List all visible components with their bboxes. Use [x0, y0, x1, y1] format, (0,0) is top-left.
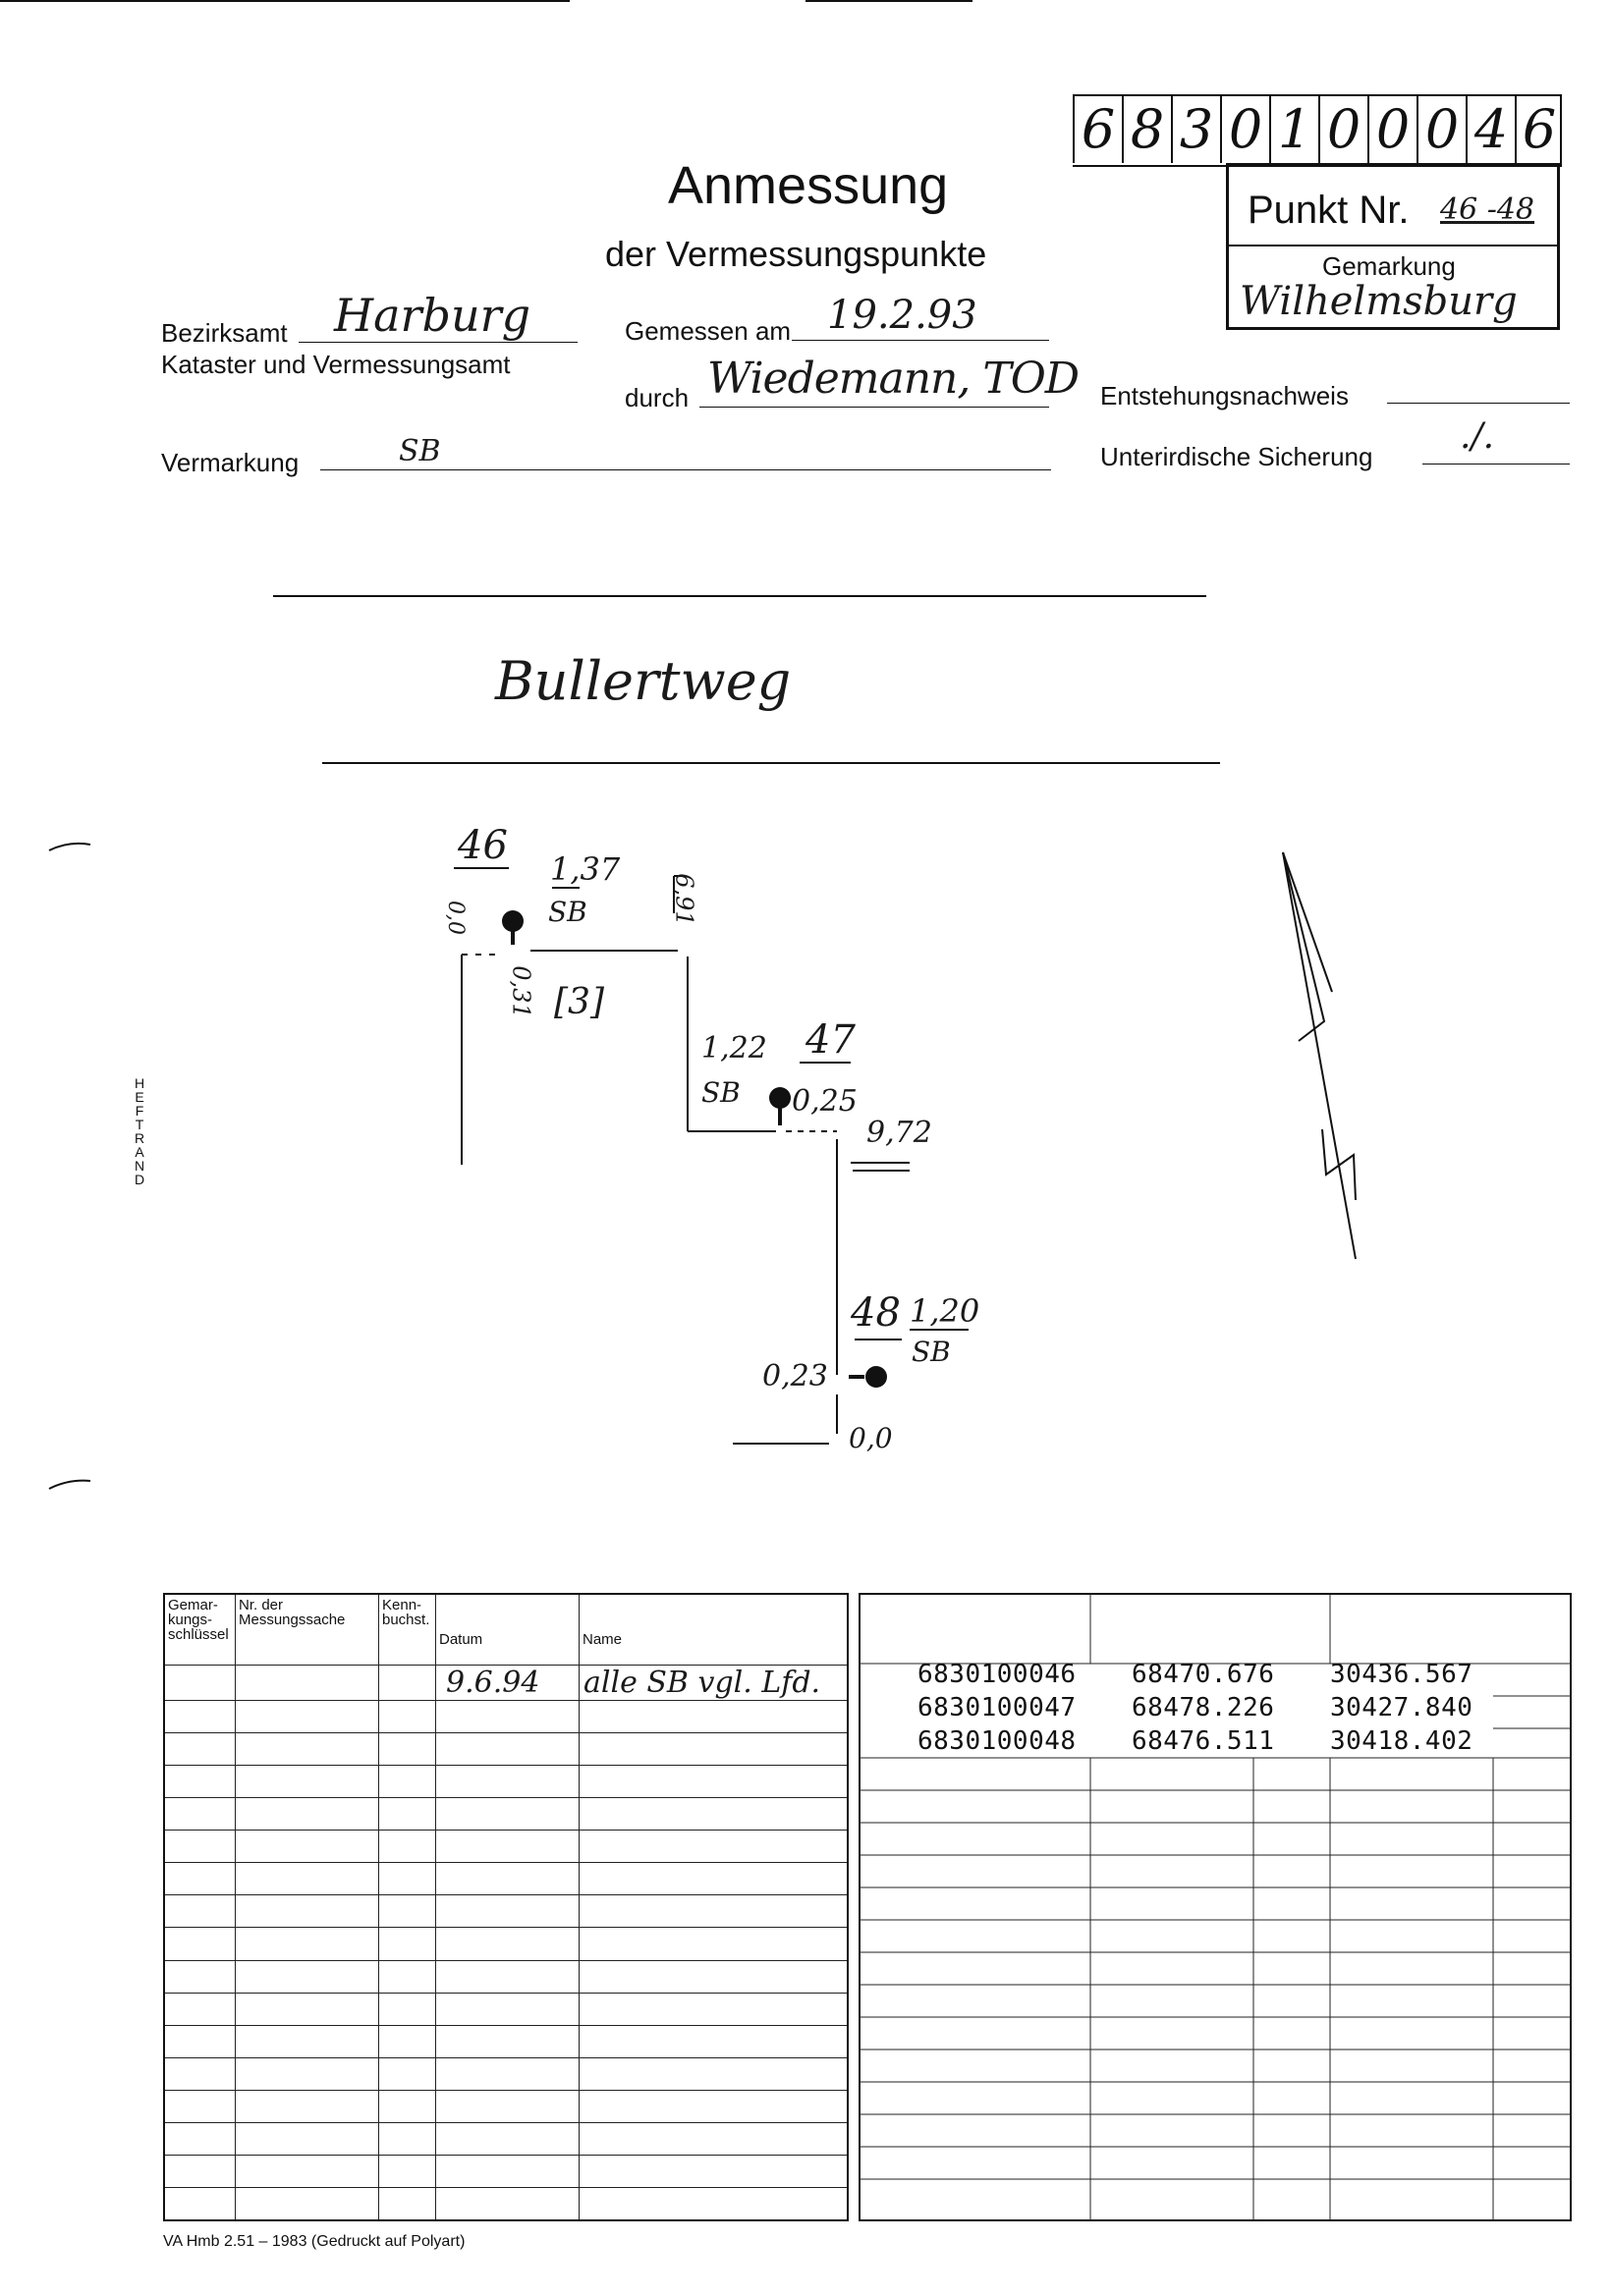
- header-datum: Datum: [436, 1594, 580, 1665]
- point-46-right: 6,91: [670, 873, 698, 926]
- punkt-code-digit: 6: [1515, 94, 1562, 163]
- entstehung-label: Entstehungsnachweis: [1100, 381, 1349, 410]
- bezirksamt-label: Bezirksamt: [161, 318, 288, 348]
- bezirksamt-value: Harburg: [334, 289, 531, 342]
- kataster-label: Kataster und Vermessungsamt: [161, 350, 511, 379]
- punkt-value: 46 -48: [1440, 192, 1535, 227]
- punkt-code-digit: 4: [1466, 94, 1515, 163]
- sicherung-label: Unterirdische Sicherung: [1100, 442, 1373, 471]
- header-name: Name: [580, 1594, 849, 1665]
- point-47-run: 9,72: [866, 1116, 932, 1150]
- punkt-code-digit: 0: [1318, 94, 1367, 163]
- punkt-code-digit: 0: [1220, 94, 1269, 163]
- coord-x: 68470.676: [1132, 1660, 1275, 1689]
- point-47-dist: 1,22: [701, 1031, 767, 1066]
- header-kennbuchstabe: Kenn- buchst.: [379, 1594, 436, 1665]
- point-46-dist: 1,37: [550, 850, 621, 888]
- point-48-number: 48: [851, 1290, 901, 1336]
- point-47-mark: SB: [701, 1076, 741, 1109]
- punkt-code-digit: 0: [1367, 94, 1417, 163]
- point-47-offset: 0,25: [792, 1084, 858, 1119]
- coord-x: 68476.511: [1132, 1726, 1275, 1756]
- coord-id: 6830100047: [917, 1693, 1077, 1722]
- point-46-mark: SB: [548, 896, 587, 928]
- page-subtitle: der Vermessungspunkte: [605, 234, 987, 274]
- point-48-below: 0,0: [849, 1422, 893, 1454]
- gemarkung-label: Gemarkung: [1322, 251, 1456, 281]
- point-46-left: 0,0: [443, 901, 468, 935]
- coord-id: 6830100048: [917, 1726, 1077, 1756]
- entry-date: 9.6.94: [436, 1665, 580, 1700]
- gemessen-value: 19.2.93: [827, 293, 977, 338]
- header-gemarkungsschluessel: Gemar- kungs- schlüssel: [164, 1594, 236, 1665]
- vermarkung-label: Vermarkung: [161, 448, 300, 477]
- point-47-number: 47: [806, 1017, 856, 1063]
- sicherung-value: ./.: [1460, 416, 1495, 457]
- heftrand-label: HEFTRAND: [134, 1075, 145, 1187]
- street-name: Bullertweg: [495, 650, 792, 712]
- entry-name: alle SB vgl. Lfd.: [580, 1665, 849, 1700]
- point-46-below: 0,31: [507, 965, 535, 1018]
- punkt-label: Punkt Nr.: [1248, 189, 1410, 232]
- coord-id: 6830100046: [917, 1660, 1077, 1689]
- punkt-code-digit: 3: [1171, 94, 1220, 163]
- punkt-code-digit: 6: [1073, 94, 1122, 163]
- coord-x: 68478.226: [1132, 1693, 1275, 1722]
- coord-y: 30418.402: [1330, 1726, 1473, 1756]
- point-46-ref: [3]: [554, 982, 604, 1022]
- vermarkung-value: SB: [399, 434, 441, 468]
- point-48-mark: SB: [912, 1336, 951, 1368]
- punkt-code-digit: 1: [1269, 94, 1318, 163]
- point-46-number: 46: [458, 823, 508, 868]
- punkt-code-digit: 8: [1122, 94, 1171, 163]
- form-footer: VA Hmb 2.51 – 1983 (Gedruckt auf Polyart): [163, 2233, 466, 2250]
- durch-value: Wiedemann, TOD: [707, 354, 1080, 404]
- punkt-code-digit: 0: [1417, 94, 1466, 163]
- gemessen-label: Gemessen am: [625, 316, 792, 346]
- header-messungssache: Nr. der Messungssache: [236, 1594, 379, 1665]
- coord-y: 30436.567: [1330, 1660, 1473, 1689]
- gemarkung-value: Wilhelmsburg: [1240, 279, 1518, 324]
- point-48-left: 0,23: [762, 1359, 828, 1394]
- coord-y: 30427.840: [1330, 1693, 1473, 1722]
- durch-label: durch: [625, 383, 690, 412]
- point-48-dist: 1,20: [910, 1292, 980, 1330]
- page-title: Anmessung: [668, 156, 949, 215]
